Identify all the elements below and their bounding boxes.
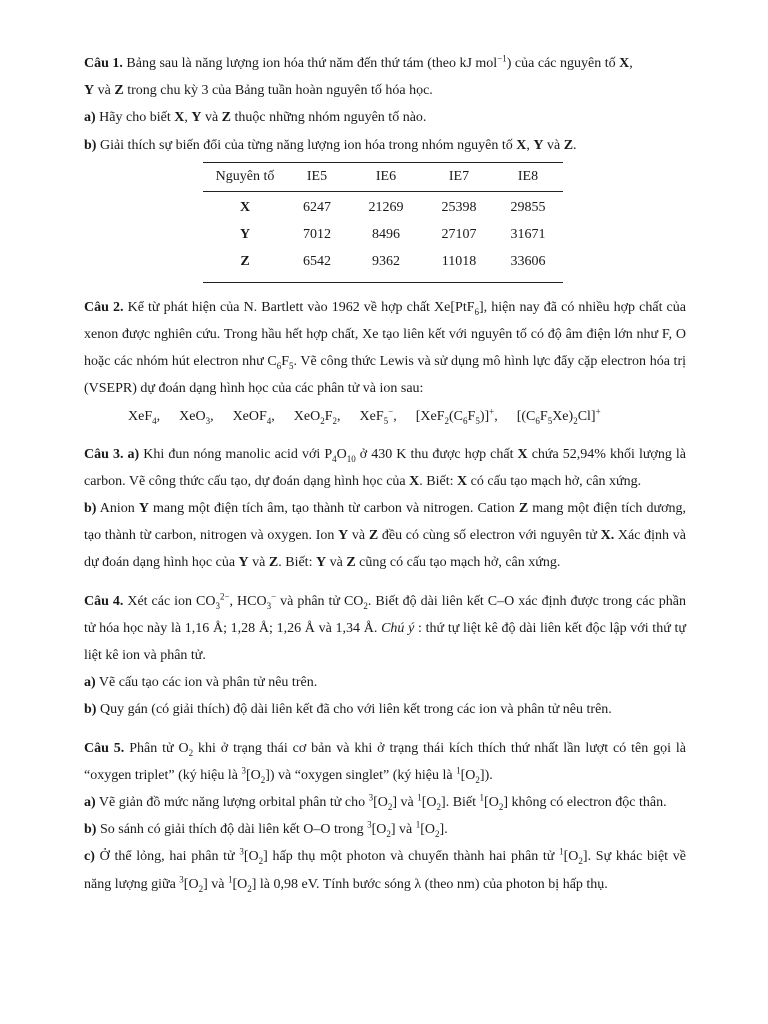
q4-text-part: Xét các ion CO — [123, 593, 216, 609]
species-text: )] — [479, 408, 490, 424]
q5-text-part: ] hấp thụ một photon và chuyển thành hai phân tử — [263, 849, 560, 865]
species-sub: 4 — [266, 415, 272, 426]
q4-b-label: b) — [84, 702, 97, 718]
species-text: F — [539, 408, 548, 424]
q5-text — [84, 735, 686, 789]
q5-text-part: [O — [245, 767, 261, 783]
q1-a-text: và — [201, 110, 222, 126]
q5-sub: 2 — [436, 801, 442, 812]
species-text: XeO — [179, 408, 206, 424]
table-cell: 33606 — [510, 254, 546, 270]
species-xeo2f2 — [294, 403, 341, 430]
q5-sup: 1 — [227, 874, 233, 885]
q1-text: Bảng sau là năng lượng ion hóa thứ năm đến thứ tám (theo kJ mol — [122, 56, 498, 71]
table-row — [203, 191, 563, 222]
table-header-row — [203, 162, 563, 191]
q2-sub: 5 — [289, 361, 294, 372]
q5-text-part: Vẽ giản đồ mức năng lượng orbital phân tử cho — [95, 795, 369, 811]
q2-sub: 6 — [276, 361, 282, 372]
q1-X: X — [619, 56, 630, 71]
q3-Y: Y — [238, 555, 249, 571]
q1-text: và — [94, 83, 115, 99]
q5-text-part: [O — [421, 795, 437, 811]
species-sub: 3 — [205, 415, 211, 426]
q5-text-part: ]. Sự khác biệt về năng lượng giữa — [84, 849, 686, 892]
question-4 — [84, 588, 686, 724]
q3-text: mang một điện tích dương, tạo thành từ carbon, nitrogen và oxygen. Ion — [84, 501, 686, 544]
table-cell-element — [203, 191, 287, 222]
q3-text: có cấu tạo mạch hở, cân xứng. — [467, 473, 642, 489]
q3-Y: Y — [138, 501, 149, 517]
q2-text-part: Kể từ phát hiện của N. Bartlett vào 1962 về hợp chất Xe[PtF — [123, 299, 475, 315]
element-label: Z — [240, 254, 250, 270]
q5-text-part: Ở thể lỏng, hai phân tử — [94, 849, 240, 865]
q1-a-label: a) — [84, 110, 96, 126]
q5-sub: 2 — [260, 774, 266, 785]
question-1 — [84, 50, 686, 283]
species-text: F — [467, 408, 476, 424]
q5-text-part: khi ở trạng thái cơ bản và khi ở trạng thái kích thích thứ nhất lần lượt có tên gọi là “oxygen triplet” (ký hiệu là — [84, 740, 686, 783]
q5-text-part: ] và — [390, 822, 416, 838]
species-sub: 2 — [573, 415, 578, 426]
species-text: XeF — [128, 408, 153, 424]
q5-text-part: [O — [232, 876, 248, 892]
q5-text-part: ] và — [392, 795, 418, 811]
q3-X: X — [517, 446, 528, 462]
q1-b-label: b) — [84, 137, 97, 153]
q5-sub: 2 — [386, 829, 391, 840]
q4-part-b — [84, 696, 686, 723]
table-cell: 25398 — [441, 200, 477, 216]
q5-b-label: b) — [84, 822, 97, 838]
q3-Y: Y — [315, 555, 327, 571]
q2-text-part: F — [281, 354, 290, 370]
q2-text-part: . Vẽ công thức Lewis và sử dụng mô hình lực đẩy cặp electron hóa trị (VSEPR) dự đoán dạng hình học của các phân tử và ion sau: — [84, 354, 686, 397]
q5-sub: 2 — [258, 856, 264, 867]
q3-b-label: b) — [84, 501, 97, 517]
q1-Y: Y — [84, 83, 95, 99]
q1-text: trong chu kỳ 3 của Bảng tuần hoàn nguyên tố hóa học. — [123, 83, 433, 99]
q5-c-label: c) — [84, 849, 95, 865]
q5-sub: 2 — [198, 883, 204, 894]
q5-text-part: ] là 0,98 eV. Tính bước sóng λ (theo nm) của photon bị hấp thụ. — [251, 876, 608, 892]
q1-Z: Z — [114, 83, 124, 99]
q3-text: Khi đun nóng manolic acid với P — [139, 446, 333, 462]
q5-part-c — [84, 843, 686, 897]
q4-sup: − — [271, 590, 277, 601]
species-xef4 — [128, 403, 160, 430]
q4-text — [84, 588, 686, 670]
q3-part-b — [84, 495, 686, 577]
q5-text-part: ]) và “oxygen singlet” (ký hiệu là — [265, 767, 457, 783]
element-label: Y — [239, 227, 251, 243]
q1-a-X: X — [174, 110, 185, 126]
q1-text: , — [629, 56, 633, 71]
q1-a-text: thuộc những nhóm nguyên tố nào. — [231, 110, 427, 126]
q1-a-text: , — [184, 110, 192, 126]
q2-text — [84, 294, 686, 403]
q5-text-part: [O — [183, 876, 199, 892]
table-row — [203, 222, 563, 249]
q3-text: . Biết: — [419, 473, 458, 489]
q1-b-X: X — [516, 137, 527, 153]
q5-sup: 1 — [417, 792, 422, 803]
species-text: , — [271, 408, 275, 424]
q5-sub: 2 — [498, 801, 504, 812]
q5-part-a — [84, 789, 686, 816]
q5-text-part: [O — [460, 767, 476, 783]
ionization-energy-table — [203, 162, 563, 283]
species-sub: 5 — [547, 415, 553, 426]
table-header-cell: IE6 — [347, 162, 425, 191]
species-text: , — [393, 408, 397, 424]
q5-sup: 1 — [479, 792, 485, 803]
table-row — [203, 249, 563, 283]
q1-b-Y: Y — [533, 137, 544, 153]
q1-b-text: . — [573, 137, 577, 153]
question-2 — [84, 294, 686, 430]
q3-text: cũng có cấu tạo mạch hở, cân xứng. — [355, 555, 561, 571]
species-xeo3 — [179, 403, 213, 430]
species-xeof4 — [233, 403, 275, 430]
q5-a-label: a) — [84, 795, 96, 811]
q5-text-part: [O — [484, 795, 499, 811]
q2-sub: 6 — [474, 306, 479, 317]
table-cell: 31671 — [510, 227, 546, 243]
q1-label: Câu 1. — [84, 56, 123, 71]
species-text: , — [210, 408, 214, 424]
q1-a-Y: Y — [191, 110, 202, 126]
q4-a-label: a) — [84, 675, 96, 691]
q5-sup: 1 — [559, 846, 564, 857]
species-text: , — [156, 408, 161, 424]
q5-text-part: [O — [563, 849, 579, 865]
species-text: [(C — [516, 408, 536, 424]
q4-sub: 3 — [215, 600, 220, 611]
q3-X: X — [409, 473, 420, 489]
q5-text-part: [O — [373, 795, 388, 811]
q5-text-part: ]). — [479, 767, 493, 783]
species-text: XeOF — [232, 408, 267, 424]
q1-a-Z: Z — [221, 110, 232, 126]
species-sub: 2 — [444, 415, 450, 426]
q3-Z: Z — [518, 501, 529, 517]
species-sub: 5 — [383, 415, 389, 426]
species-xef5-anion — [360, 403, 397, 430]
q5-sup: 3 — [367, 819, 372, 830]
species-text: XeO — [293, 408, 321, 424]
q3-X: X. — [600, 528, 615, 544]
q5-sup: 3 — [368, 792, 374, 803]
q5-sub: 2 — [578, 856, 583, 867]
species-c6f5xe2cl-cation — [517, 403, 601, 430]
q5-text-part: Phân tử O — [124, 740, 189, 756]
table-cell: 7012 — [303, 227, 331, 243]
q3-X: X — [457, 473, 468, 489]
q4-label: Câu 4. — [84, 593, 124, 609]
q3-label: Câu 3. — [84, 446, 124, 462]
question-5 — [84, 735, 686, 898]
q5-text-part: So sánh có giải thích độ dài liên kết O–O trong — [96, 822, 368, 838]
species-text: Xe) — [552, 408, 574, 424]
q4-text-part: : thứ tự liệt kê độ dài liên kết độc lập với thứ tự liệt kê ion và phân tử. — [84, 620, 686, 664]
table-cell: 6542 — [303, 254, 331, 270]
q5-sup: 3 — [239, 846, 244, 857]
species-sub: 6 — [463, 415, 468, 426]
q5-sup: 1 — [456, 765, 461, 776]
table-header-cell: IE5 — [287, 162, 347, 191]
q4-sup: 2− — [219, 590, 230, 601]
q3-text: Xác định và dự đoán dạng hình học của — [84, 528, 686, 571]
q1-text: ) của các nguyên tố — [506, 56, 620, 71]
species-text: , — [337, 408, 341, 424]
q3-text: O — [336, 446, 347, 462]
q5-sup: 3 — [241, 765, 246, 776]
q5-sup: 3 — [179, 874, 184, 885]
table-header-cell: Nguyên tố — [203, 162, 287, 191]
q5-label: Câu 5. — [84, 740, 125, 756]
q1-b-text: Giải thích sự biến đổi của từng năng lượng ion hóa trong nhóm nguyên tố — [96, 137, 517, 153]
q1-part-b — [84, 132, 686, 159]
species-sub: 4 — [152, 415, 157, 426]
table-cell-element — [203, 222, 287, 249]
q4-text-part: và phân tử CO — [276, 593, 364, 609]
q4-part-a — [84, 669, 686, 696]
q1-intro — [84, 50, 686, 104]
q3-Z: Z — [368, 528, 379, 544]
species-sup: − — [388, 405, 394, 416]
species-sup: + — [489, 405, 495, 416]
q4-b-text: Quy gán (có giải thích) độ dài liên kết đã cho với liên kết trong các ion và phân tử nêu trên. — [96, 702, 612, 718]
q3-text: ở 430 K thu được hợp chất — [355, 446, 518, 462]
q2-text-part: ], hiện nay đã có nhiều hợp chất của xenon được nghiên cứu. Trong hầu hết hợp chất, Xe tạo liên kết với nguyên tố có độ âm điện lớn như F, O hoặc các nhóm hút electron như C — [84, 299, 686, 370]
q3-a-label: a) — [123, 446, 140, 462]
q5-part-b — [84, 816, 686, 843]
table-cell: 27107 — [441, 227, 477, 243]
question-3 — [84, 441, 686, 577]
q3-sub: 4 — [332, 453, 337, 464]
species-text: [XeF — [415, 408, 445, 424]
q5-text-part: [O — [371, 822, 387, 838]
table-cell: 21269 — [368, 200, 404, 216]
table-cell: 29855 — [510, 200, 546, 216]
species-sub: 2 — [320, 415, 325, 426]
q3-text: chứa 52,94% khối lượng là carbon. Vẽ công thức cấu tạo, dự đoán dạng hình học của — [84, 446, 686, 489]
species-sub: 5 — [475, 415, 480, 426]
q5-text-part: [O — [420, 822, 436, 838]
q1-b-text: và — [543, 137, 564, 153]
q5-sub: 2 — [247, 883, 252, 894]
q5-text-part: ] và — [203, 876, 228, 892]
q1-b-text: , — [526, 137, 534, 153]
table-cell: 6247 — [303, 200, 331, 216]
q5-text-part: ]. — [439, 822, 448, 838]
q4-sub: 2 — [363, 600, 368, 611]
species-sup: + — [595, 405, 601, 416]
q4-a-text: Vẽ cấu tạo các ion và phân tử nêu trên. — [95, 675, 318, 691]
q5-text-part: [O — [243, 849, 259, 865]
species-text: F — [324, 408, 333, 424]
q3-text: và — [348, 528, 369, 544]
q5-text-part: ]. Biết — [441, 795, 480, 811]
q1-sup: −1 — [497, 53, 507, 64]
q3-part-a — [84, 441, 686, 495]
q4-sub: 3 — [266, 600, 272, 611]
q5-text-part: ] không có electron độc thân. — [503, 795, 667, 811]
table-cell: 11018 — [441, 254, 477, 270]
q5-sub: 2 — [387, 801, 393, 812]
element-label: X — [239, 200, 251, 216]
species-xef2-c6f5-cation — [416, 403, 498, 430]
q5-sub: 2 — [188, 747, 194, 758]
table-header-cell: IE7 — [425, 162, 493, 191]
q3-Z: Z — [268, 555, 279, 571]
species-sub: 2 — [332, 415, 338, 426]
table-cell: 9362 — [372, 254, 400, 270]
q1-a-text: Hãy cho biết — [95, 110, 175, 126]
xenon-species-list — [128, 403, 686, 430]
table-cell: 8496 — [372, 227, 400, 243]
q4-note-label: Chú ý — [381, 620, 415, 636]
q4-text-part: . Biết độ dài liên kết C–O xác định được trong các phần tử hóa học này là 1,16 Å; 1,28 Å; 1,26 Å và 1,34 Å. — [84, 593, 686, 636]
table-cell-element — [203, 249, 287, 283]
q5-sub: 2 — [475, 774, 480, 785]
species-text: , — [494, 408, 498, 424]
table-header-cell: IE8 — [493, 162, 563, 191]
species-sub: 6 — [535, 415, 540, 426]
q3-Y: Y — [338, 528, 349, 544]
q3-text: Anion — [96, 501, 139, 517]
q2-label: Câu 2. — [84, 299, 124, 315]
q1-b-Z: Z — [563, 137, 574, 153]
q3-text: và — [326, 555, 347, 571]
q4-text-part: , HCO — [229, 593, 267, 609]
q1-part-a — [84, 104, 686, 131]
q5-sub: 2 — [435, 829, 440, 840]
q3-sub: 10 — [346, 453, 356, 464]
q5-sup: 1 — [415, 819, 421, 830]
q3-text: mang một điện tích âm, tạo thành từ carbon và nitrogen. Cation — [148, 501, 519, 517]
q3-text: . Biết: — [278, 555, 316, 571]
document-page — [84, 50, 686, 909]
q3-text: và — [248, 555, 269, 571]
species-text: (C — [449, 408, 464, 424]
q3-text: đều có cùng số electron với nguyên tử — [378, 528, 601, 544]
q3-Z: Z — [346, 555, 356, 571]
species-text: XeF — [359, 408, 384, 424]
species-text: Cl] — [577, 408, 596, 424]
